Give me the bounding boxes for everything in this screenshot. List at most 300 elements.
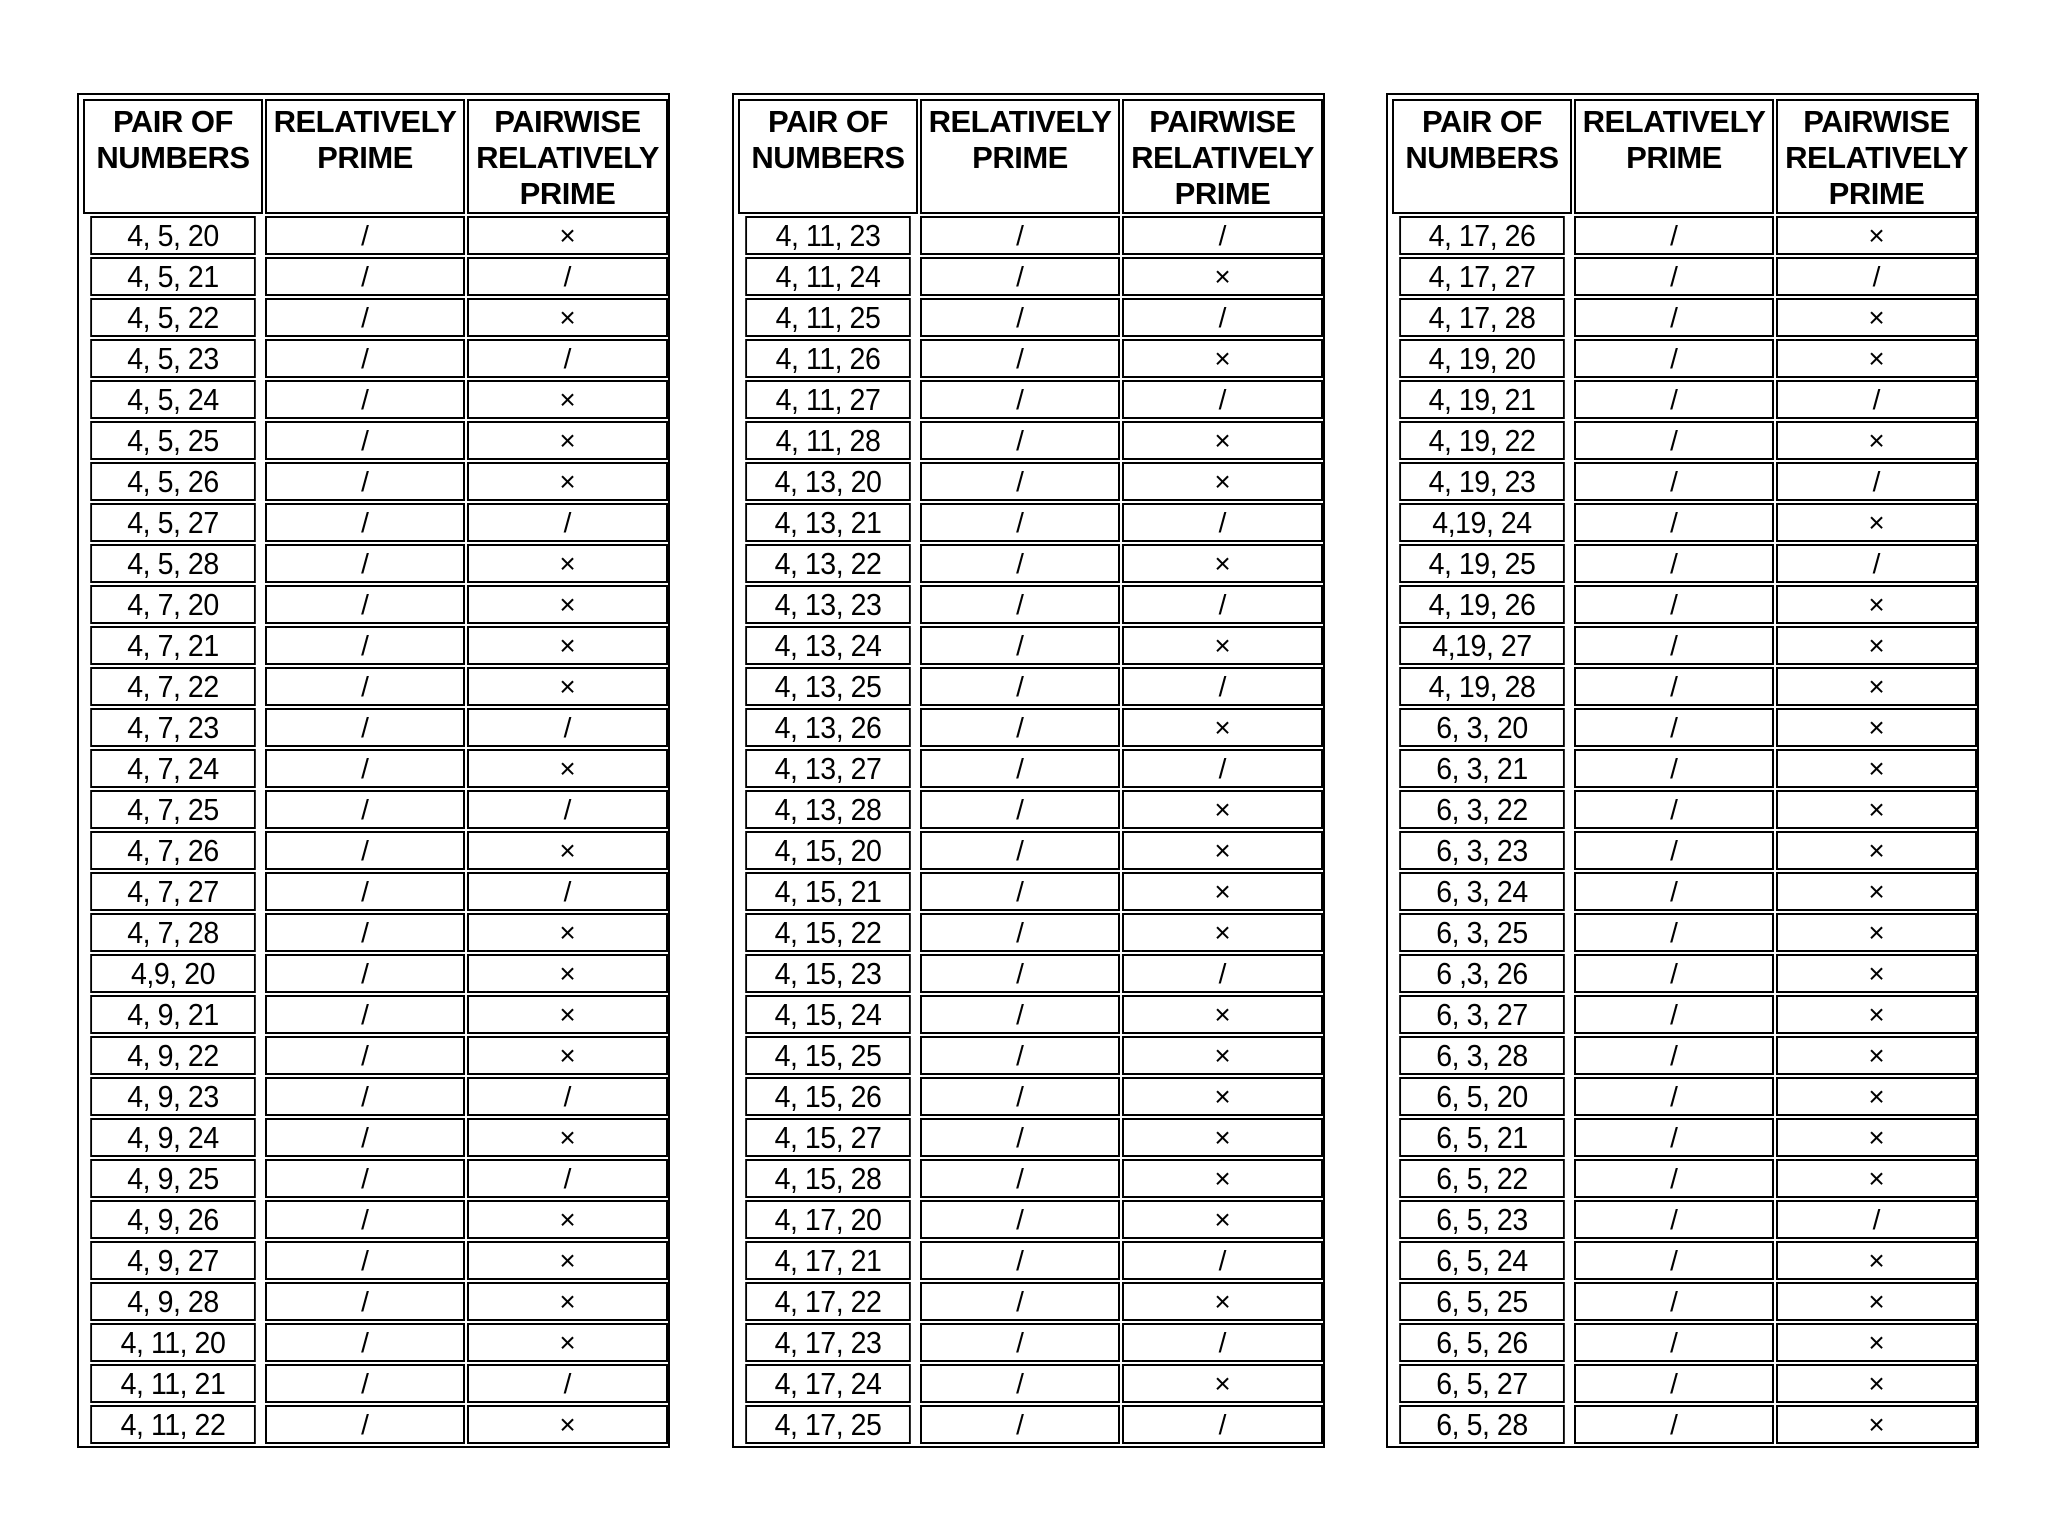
table-row [83, 1159, 668, 1198]
pair-cell: 4, 13, 28 [745, 790, 911, 829]
relatively-prime-cell: / [1574, 1200, 1774, 1239]
relatively-prime-cell: / [265, 339, 465, 378]
pair-cell: 4, 17, 22 [745, 1282, 911, 1321]
header-row [738, 99, 1323, 214]
pairwise-cell: × [1122, 462, 1323, 501]
relatively-prime-cell: / [920, 298, 1120, 337]
pair-cell: 4, 9, 21 [90, 995, 256, 1034]
relatively-prime-cell: / [920, 1364, 1120, 1403]
table-row [83, 462, 668, 501]
relatively-prime-cell: / [920, 1036, 1120, 1075]
table-row [1392, 1241, 1977, 1280]
pairwise-cell: / [1776, 380, 1977, 419]
pair-cell: 6, 5, 23 [1399, 1200, 1565, 1239]
pair-cell: 4, 11, 28 [745, 421, 911, 460]
pair-cell: 6, 5, 22 [1399, 1159, 1565, 1198]
relatively-prime-cell: / [265, 421, 465, 460]
relatively-prime-cell: / [920, 1282, 1120, 1321]
pairwise-cell: × [467, 1241, 668, 1280]
pair-cell: 4, 5, 28 [90, 544, 256, 583]
table-row [738, 1118, 1323, 1157]
table-row [738, 872, 1323, 911]
pair-cell: 6, 3, 22 [1399, 790, 1565, 829]
table-row [738, 257, 1323, 296]
pairwise-cell: × [1122, 831, 1323, 870]
table-row [83, 626, 668, 665]
relatively-prime-cell: / [265, 216, 465, 255]
header-row [1392, 99, 1977, 214]
pairwise-cell: / [1122, 667, 1323, 706]
table-row [1392, 995, 1977, 1034]
table-row [83, 1077, 668, 1116]
pairwise-cell: × [1776, 1159, 1977, 1198]
table-row [738, 708, 1323, 747]
table-row [1392, 667, 1977, 706]
pair-cell: 4, 11, 24 [745, 257, 911, 296]
pair-cell: 4, 7, 22 [90, 667, 256, 706]
pair-cell: 4, 7, 21 [90, 626, 256, 665]
pairwise-cell: × [1776, 1405, 1977, 1444]
pair-cell: 4, 7, 24 [90, 749, 256, 788]
pairwise-cell: × [467, 216, 668, 255]
relatively-prime-cell: / [265, 1118, 465, 1157]
table-grid [1390, 97, 1979, 1446]
pairwise-cell: × [467, 585, 668, 624]
table-row [1392, 1364, 1977, 1403]
relatively-prime-cell: / [1574, 831, 1774, 870]
relatively-prime-cell: / [920, 380, 1120, 419]
pairwise-cell: × [1122, 1036, 1323, 1075]
relatively-prime-cell: / [920, 790, 1120, 829]
table-row [738, 1200, 1323, 1239]
pair-cell: 4,9, 20 [90, 954, 256, 993]
pair-cell: 6, 3, 27 [1399, 995, 1565, 1034]
table-row [83, 1405, 668, 1444]
pairwise-cell: × [1776, 626, 1977, 665]
relatively-prime-cell: / [265, 790, 465, 829]
relatively-prime-cell: / [265, 1405, 465, 1444]
pairwise-cell: × [1122, 1200, 1323, 1239]
pairwise-cell: × [467, 831, 668, 870]
pair-cell: 4, 19, 28 [1399, 667, 1565, 706]
pairwise-cell: × [467, 626, 668, 665]
pairwise-cell: × [1122, 339, 1323, 378]
pair-cell: 4, 19, 21 [1399, 380, 1565, 419]
pair-cell: 4, 17, 23 [745, 1323, 911, 1362]
relatively-prime-cell: / [265, 1077, 465, 1116]
pairwise-cell: / [1122, 216, 1323, 255]
pair-cell: 4, 9, 23 [90, 1077, 256, 1116]
table-row [1392, 1282, 1977, 1321]
relatively-prime-cell: / [1574, 749, 1774, 788]
prime-table-3 [1386, 93, 1979, 1448]
relatively-prime-cell: / [920, 1159, 1120, 1198]
table-row [1392, 216, 1977, 255]
pairwise-cell: × [1122, 1159, 1323, 1198]
header-row [83, 99, 668, 214]
pairwise-cell: / [1122, 1405, 1323, 1444]
pairwise-cell: × [467, 298, 668, 337]
table-row [1392, 380, 1977, 419]
table-row [1392, 298, 1977, 337]
pair-cell: 4, 11, 26 [745, 339, 911, 378]
relatively-prime-cell: / [920, 749, 1120, 788]
table-row [1392, 339, 1977, 378]
pairwise-cell: / [1122, 380, 1323, 419]
pairwise-cell: × [1776, 954, 1977, 993]
relatively-prime-cell: / [265, 1323, 465, 1362]
relatively-prime-cell: / [1574, 339, 1774, 378]
pair-cell: 6, 3, 21 [1399, 749, 1565, 788]
table-row [1392, 1159, 1977, 1198]
relatively-prime-cell: / [1574, 1241, 1774, 1280]
relatively-prime-cell: / [265, 462, 465, 501]
pair-cell: 4, 17, 28 [1399, 298, 1565, 337]
pairwise-cell: / [1122, 503, 1323, 542]
pair-cell: 6, 5, 24 [1399, 1241, 1565, 1280]
relatively-prime-cell: / [1574, 667, 1774, 706]
pairwise-cell: / [1776, 1200, 1977, 1239]
pairwise-cell: × [1122, 1364, 1323, 1403]
pair-cell: 6, 3, 20 [1399, 708, 1565, 747]
pairwise-cell: × [467, 1200, 668, 1239]
relatively-prime-cell: / [1574, 298, 1774, 337]
relatively-prime-cell: / [265, 667, 465, 706]
pair-cell: 4,19, 27 [1399, 626, 1565, 665]
pairwise-cell: × [467, 380, 668, 419]
pair-cell: 4, 9, 24 [90, 1118, 256, 1157]
pairwise-cell: / [1122, 1241, 1323, 1280]
pair-cell: 4, 13, 21 [745, 503, 911, 542]
pairwise-cell: × [467, 913, 668, 952]
table-row [738, 298, 1323, 337]
table-row [1392, 913, 1977, 952]
pair-cell: 4, 5, 23 [90, 339, 256, 378]
pairwise-cell: × [1776, 421, 1977, 460]
header-pair-of-numbers: PAIR OF NUMBERS [738, 99, 918, 214]
table-row [738, 544, 1323, 583]
table-row [83, 1282, 668, 1321]
table-row [738, 626, 1323, 665]
pair-cell: 4, 7, 26 [90, 831, 256, 870]
table-row [1392, 1405, 1977, 1444]
pair-cell: 4, 17, 20 [745, 1200, 911, 1239]
table-row [1392, 954, 1977, 993]
table-row [1392, 708, 1977, 747]
relatively-prime-cell: / [1574, 1405, 1774, 1444]
pair-cell: 4, 9, 22 [90, 1036, 256, 1075]
pairwise-cell: / [1776, 544, 1977, 583]
relatively-prime-cell: / [1574, 790, 1774, 829]
relatively-prime-cell: / [920, 462, 1120, 501]
relatively-prime-cell: / [1574, 1323, 1774, 1362]
relatively-prime-cell: / [920, 421, 1120, 460]
pair-cell: 4, 11, 20 [90, 1323, 256, 1362]
pair-cell: 4, 17, 25 [745, 1405, 911, 1444]
relatively-prime-cell: / [1574, 585, 1774, 624]
pairwise-cell: / [467, 503, 668, 542]
table-row [1392, 790, 1977, 829]
relatively-prime-cell: / [920, 1323, 1120, 1362]
relatively-prime-cell: / [920, 503, 1120, 542]
table-row [1392, 503, 1977, 542]
table-row [83, 954, 668, 993]
table-row [738, 380, 1323, 419]
pair-cell: 4, 13, 20 [745, 462, 911, 501]
pair-cell: 4, 13, 22 [745, 544, 911, 583]
pair-cell: 4, 7, 25 [90, 790, 256, 829]
relatively-prime-cell: / [920, 1077, 1120, 1116]
pairwise-cell: × [1776, 749, 1977, 788]
pair-cell: 6, 3, 28 [1399, 1036, 1565, 1075]
relatively-prime-cell: / [265, 626, 465, 665]
pairwise-cell: / [467, 257, 668, 296]
table-row [738, 1405, 1323, 1444]
pair-cell: 6, 5, 20 [1399, 1077, 1565, 1116]
relatively-prime-cell: / [265, 503, 465, 542]
pair-cell: 4, 19, 26 [1399, 585, 1565, 624]
header-pairwise-relatively-prime: PAIRWISE RELATIVELY PRIME [1776, 99, 1977, 214]
relatively-prime-cell: / [265, 831, 465, 870]
pair-cell: 4,19, 24 [1399, 503, 1565, 542]
relatively-prime-cell: / [920, 257, 1120, 296]
pair-cell: 4, 13, 27 [745, 749, 911, 788]
table-row [1392, 626, 1977, 665]
table-row [83, 298, 668, 337]
table-row [83, 585, 668, 624]
pairwise-cell: × [467, 1405, 668, 1444]
pairwise-cell: × [1776, 216, 1977, 255]
table-row [83, 708, 668, 747]
table-row [83, 380, 668, 419]
relatively-prime-cell: / [920, 872, 1120, 911]
relatively-prime-cell: / [265, 1159, 465, 1198]
table-row [738, 790, 1323, 829]
table-row [1392, 1323, 1977, 1362]
pair-cell: 4, 11, 22 [90, 1405, 256, 1444]
table-row [1392, 1077, 1977, 1116]
table-row [738, 462, 1323, 501]
pair-cell: 6, 3, 24 [1399, 872, 1565, 911]
table-row [738, 1364, 1323, 1403]
table-row [83, 749, 668, 788]
relatively-prime-cell: / [1574, 257, 1774, 296]
table-row [738, 1282, 1323, 1321]
table-row [83, 339, 668, 378]
relatively-prime-cell: / [920, 1241, 1120, 1280]
pairwise-cell: × [1122, 872, 1323, 911]
relatively-prime-cell: / [265, 1241, 465, 1280]
table-row [738, 831, 1323, 870]
relatively-prime-cell: / [920, 585, 1120, 624]
relatively-prime-cell: / [920, 831, 1120, 870]
relatively-prime-cell: / [1574, 503, 1774, 542]
relatively-prime-cell: / [920, 1200, 1120, 1239]
pairwise-cell: × [467, 667, 668, 706]
pairwise-cell: × [1776, 1118, 1977, 1157]
pairwise-cell: × [467, 544, 668, 583]
pair-cell: 4, 13, 23 [745, 585, 911, 624]
table-row [83, 1036, 668, 1075]
table-row [83, 831, 668, 870]
pair-cell: 4, 7, 27 [90, 872, 256, 911]
pair-cell: 6, 5, 21 [1399, 1118, 1565, 1157]
table-row [738, 995, 1323, 1034]
table-row [83, 1118, 668, 1157]
relatively-prime-cell: / [1574, 1282, 1774, 1321]
table-row [738, 1077, 1323, 1116]
table-row [1392, 831, 1977, 870]
pairwise-cell: / [1776, 462, 1977, 501]
pair-cell: 4, 11, 25 [745, 298, 911, 337]
table-row [738, 954, 1323, 993]
pairwise-cell: × [1122, 421, 1323, 460]
pair-cell: 4, 5, 24 [90, 380, 256, 419]
pairwise-cell: × [1776, 1036, 1977, 1075]
table-row [1392, 544, 1977, 583]
pair-cell: 4, 9, 26 [90, 1200, 256, 1239]
pairwise-cell: × [467, 421, 668, 460]
pairwise-cell: × [467, 954, 668, 993]
relatively-prime-cell: / [265, 872, 465, 911]
table-row [83, 544, 668, 583]
relatively-prime-cell: / [920, 954, 1120, 993]
pair-cell: 4, 7, 28 [90, 913, 256, 952]
pair-cell: 4, 17, 27 [1399, 257, 1565, 296]
relatively-prime-cell: / [1574, 216, 1774, 255]
pairwise-cell: × [467, 1323, 668, 1362]
pairwise-cell: × [1122, 1077, 1323, 1116]
table-grid [736, 97, 1325, 1446]
pair-cell: 4, 19, 25 [1399, 544, 1565, 583]
pair-cell: 4, 5, 22 [90, 298, 256, 337]
pair-cell: 6, 3, 23 [1399, 831, 1565, 870]
pairwise-cell: × [1122, 626, 1323, 665]
table-row [738, 913, 1323, 952]
table-row [83, 995, 668, 1034]
table-row [738, 1323, 1323, 1362]
pair-cell: 6, 5, 27 [1399, 1364, 1565, 1403]
pair-cell: 6, 5, 25 [1399, 1282, 1565, 1321]
relatively-prime-cell: / [265, 913, 465, 952]
table-row [83, 216, 668, 255]
relatively-prime-cell: / [1574, 1364, 1774, 1403]
pair-cell: 4, 13, 25 [745, 667, 911, 706]
header-pairwise-relatively-prime: PAIRWISE RELATIVELY PRIME [1122, 99, 1323, 214]
table-grid [81, 97, 670, 1446]
pairwise-cell: × [1122, 1282, 1323, 1321]
pair-cell: 4, 9, 28 [90, 1282, 256, 1321]
table-row [738, 421, 1323, 460]
pair-cell: 4, 5, 25 [90, 421, 256, 460]
relatively-prime-cell: / [1574, 1159, 1774, 1198]
table-row [1392, 585, 1977, 624]
table-row [738, 503, 1323, 542]
relatively-prime-cell: / [920, 626, 1120, 665]
table-row [83, 790, 668, 829]
pair-cell: 4, 5, 20 [90, 216, 256, 255]
table-row [1392, 1036, 1977, 1075]
pairwise-cell: / [1122, 585, 1323, 624]
relatively-prime-cell: / [920, 216, 1120, 255]
relatively-prime-cell: / [265, 995, 465, 1034]
pair-cell: 4, 9, 25 [90, 1159, 256, 1198]
pairwise-cell: / [1122, 749, 1323, 788]
pairwise-cell: × [467, 995, 668, 1034]
header-relatively-prime: RELATIVELY PRIME [1574, 99, 1774, 214]
pairwise-cell: / [467, 872, 668, 911]
table-row [1392, 1118, 1977, 1157]
table-row [83, 1323, 668, 1362]
relatively-prime-cell: / [920, 667, 1120, 706]
relatively-prime-cell: / [1574, 1036, 1774, 1075]
table-row [1392, 749, 1977, 788]
table-row [738, 585, 1323, 624]
relatively-prime-cell: / [265, 1200, 465, 1239]
pair-cell: 4, 19, 20 [1399, 339, 1565, 378]
pairwise-cell: / [467, 1077, 668, 1116]
relatively-prime-cell: / [920, 339, 1120, 378]
pair-cell: 4, 7, 20 [90, 585, 256, 624]
header-pair-of-numbers: PAIR OF NUMBERS [83, 99, 263, 214]
pair-cell: 4, 11, 27 [745, 380, 911, 419]
relatively-prime-cell: / [920, 1118, 1120, 1157]
table-row [738, 1036, 1323, 1075]
pairwise-cell: / [1122, 1323, 1323, 1362]
pairwise-cell: × [1776, 503, 1977, 542]
pairwise-cell: × [1776, 1364, 1977, 1403]
pair-cell: 4, 19, 22 [1399, 421, 1565, 460]
relatively-prime-cell: / [1574, 872, 1774, 911]
relatively-prime-cell: / [265, 544, 465, 583]
table-row [1392, 872, 1977, 911]
pair-cell: 6, 5, 26 [1399, 1323, 1565, 1362]
relatively-prime-cell: / [265, 380, 465, 419]
pair-cell: 6, 3, 25 [1399, 913, 1565, 952]
pairwise-cell: × [467, 749, 668, 788]
pair-cell: 4, 15, 27 [745, 1118, 911, 1157]
relatively-prime-cell: / [265, 257, 465, 296]
relatively-prime-cell: / [1574, 544, 1774, 583]
table-row [1392, 421, 1977, 460]
pairwise-cell: × [1776, 1241, 1977, 1280]
pairwise-cell: × [1122, 913, 1323, 952]
pair-cell: 4, 15, 21 [745, 872, 911, 911]
pairwise-cell: × [1122, 544, 1323, 583]
header-relatively-prime: RELATIVELY PRIME [265, 99, 465, 214]
header-relatively-prime: RELATIVELY PRIME [920, 99, 1120, 214]
pairwise-cell: × [1776, 708, 1977, 747]
relatively-prime-cell: / [265, 749, 465, 788]
relatively-prime-cell: / [265, 1364, 465, 1403]
relatively-prime-cell: / [920, 544, 1120, 583]
pairwise-cell: × [1776, 1282, 1977, 1321]
pairwise-cell: × [1776, 339, 1977, 378]
relatively-prime-cell: / [265, 298, 465, 337]
pair-cell: 4, 11, 23 [745, 216, 911, 255]
table-row [83, 667, 668, 706]
pair-cell: 4, 15, 20 [745, 831, 911, 870]
pair-cell: 6, 5, 28 [1399, 1405, 1565, 1444]
pair-cell: 4, 17, 26 [1399, 216, 1565, 255]
pairwise-cell: / [1122, 954, 1323, 993]
pairwise-cell: × [1122, 790, 1323, 829]
table-row [83, 1200, 668, 1239]
pairwise-cell: × [1776, 831, 1977, 870]
pair-cell: 4, 13, 26 [745, 708, 911, 747]
pair-cell: 4, 9, 27 [90, 1241, 256, 1280]
relatively-prime-cell: / [1574, 708, 1774, 747]
